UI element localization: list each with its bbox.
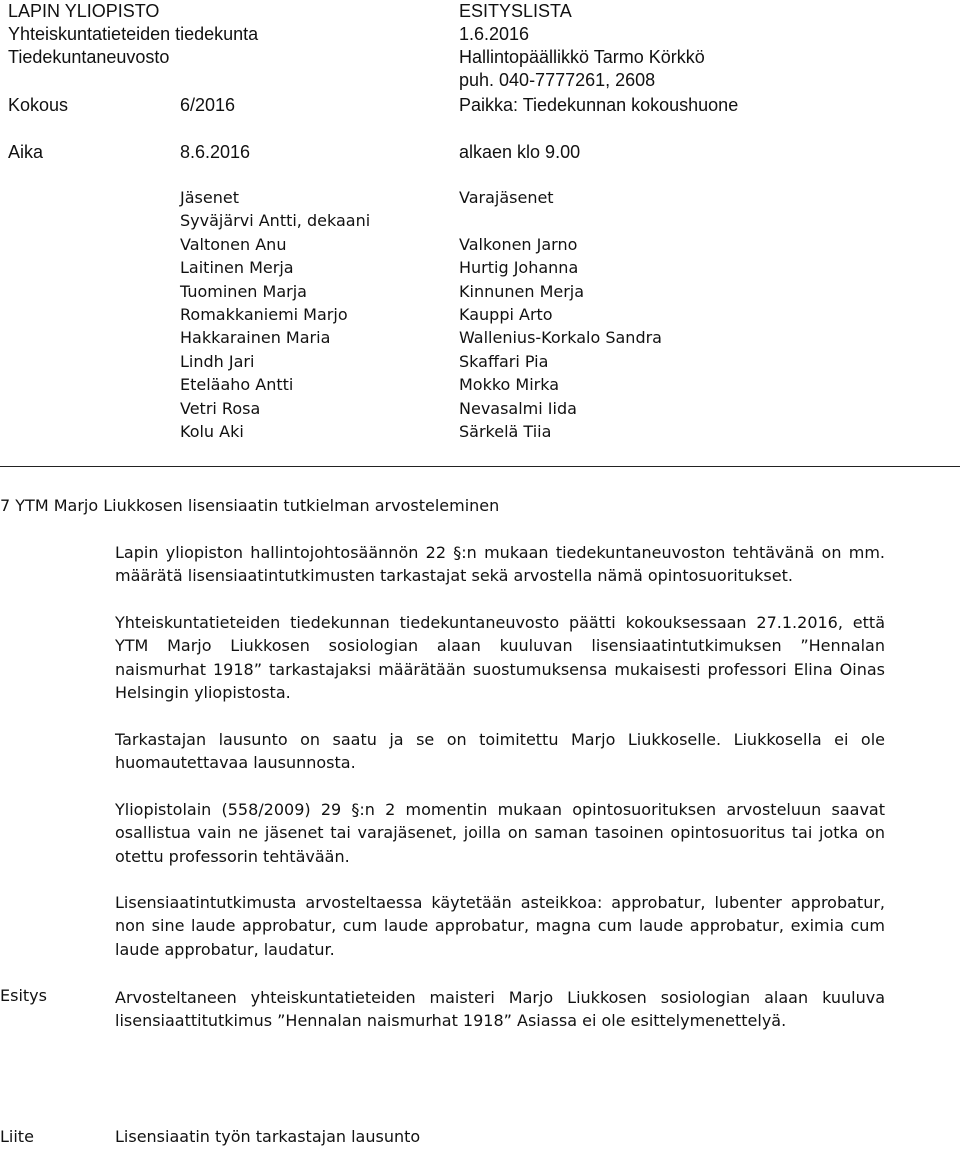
member-name: Romakkaniemi Marjo: [180, 304, 348, 324]
deputy-name: Nevasalmi Iida: [459, 398, 577, 418]
deputy-name: Hurtig Johanna: [459, 258, 579, 278]
deputies-heading: Varajäsenet: [459, 188, 554, 207]
preparer: Hallintopäällikkö Tarmo Körkkö: [459, 47, 705, 67]
paragraph: Tarkastajan lausunto on saatu ja se on toimitettu Marjo Liukkoselle. Liukkosella ei ole huomautettavaa lausunnosta.: [115, 730, 885, 773]
document-type: ESITYSLISTA: [459, 1, 572, 21]
university-name: LAPIN YLIOPISTO: [8, 1, 160, 21]
member-name: Eteläaho Antti: [180, 375, 294, 395]
deputy-name: Särkelä Tiia: [459, 421, 552, 441]
meeting-number: 6/2016: [180, 95, 236, 115]
member-name: Hakkarainen Maria: [180, 328, 331, 348]
preparer-phone: puh. 040-7777261, 2608: [459, 70, 656, 90]
section-divider: [0, 466, 960, 467]
deputy-name: Kauppi Arto: [459, 304, 553, 324]
deputy-name: Valkonen Jarno: [459, 234, 578, 254]
council-name: Tiedekuntaneuvosto: [8, 47, 170, 67]
proposal-label: Esitys: [0, 986, 47, 1005]
paragraph: Yliopistolain (558/2009) 29 §:n 2 momentin mukaan opintosuorituksen arvosteluun saavat osallistua vain ne jäsenet tai varajäsenet, joilla on saman tasoinen opintosuoritus tai jotka on otettu professorin tehtävään.: [115, 800, 885, 866]
paragraph: Yhteiskuntatieteiden tiedekunnan tiedekuntaneuvosto päätti kokouksessaan 27.1.2016, että YTM Marjo Liukkosen sosiologian alaan kuuluvan lisensiaatintutkimuksen ”Hennalan naismurhat 1918” tarkastajaksi määrätään suostumuksensa mukaisesti professori Elina Oinas Helsingin yliopistosta.: [115, 613, 885, 703]
attachment-text: Lisensiaatin työn tarkastajan lausunto: [115, 1127, 421, 1146]
meeting-date: 8.6.2016: [180, 142, 251, 162]
deputy-name: Skaffari Pia: [459, 351, 549, 371]
member-name: Laitinen Merja: [180, 258, 294, 278]
deputies-list: [459, 186, 662, 443]
faculty-name: Yhteiskuntatieteiden tiedekunta: [8, 24, 259, 44]
document-date: 1.6.2016: [459, 24, 530, 44]
deputy-name: Mokko Mirka: [459, 375, 560, 395]
member-name: Tuominen Marja: [180, 281, 307, 301]
proposal-text: Arvosteltaneen yhteiskuntatieteiden maisteri Marjo Liukkosen sosiologian alaan kuuluva lisensiaattitutkimus ”Hennalan naismurhat 1918” Asiassa ei ole esittelymenettelyä.: [115, 988, 885, 1031]
paragraph: Lapin yliopiston hallintojohtosäännön 22 §:n mukaan tiedekuntaneuvoston tehtävänä on mm. määrätä lisensiaatintutkimusten tarkastajat sekä arvostella nämä opintosuoritukset.: [115, 543, 885, 586]
deputy-name: Wallenius-Korkalo Sandra: [459, 328, 662, 348]
meeting-place: Paikka: Tiedekunnan kokoushuone: [459, 95, 739, 115]
member-name: Vetri Rosa: [180, 398, 261, 418]
member-name: Valtonen Anu: [180, 234, 287, 254]
meeting-start-time: alkaen klo 9.00: [459, 142, 581, 162]
members-heading: Jäsenet: [180, 188, 239, 207]
paragraph: Lisensiaatintutkimusta arvosteltaessa käytetään asteikkoa: approbatur, lubenter approbatur, non sine laude approbatur, cum laude approbatur, magna cum laude approbatur, eximia cum laude approbatur, laudatur.: [115, 893, 885, 959]
agenda-item-title: 7 YTM Marjo Liukkosen lisensiaatin tutkielman arvosteleminen: [0, 496, 500, 515]
member-name: Kolu Aki: [180, 421, 244, 441]
deputy-name: Kinnunen Merja: [459, 281, 585, 301]
member-name: Lindh Jari: [180, 351, 255, 371]
member-name: Syväjärvi Antti, dekaani: [180, 211, 371, 231]
attachment-label: Liite: [0, 1127, 34, 1146]
members-list: [180, 186, 370, 443]
meeting-label: Kokous: [8, 95, 69, 115]
time-label: Aika: [8, 142, 44, 162]
